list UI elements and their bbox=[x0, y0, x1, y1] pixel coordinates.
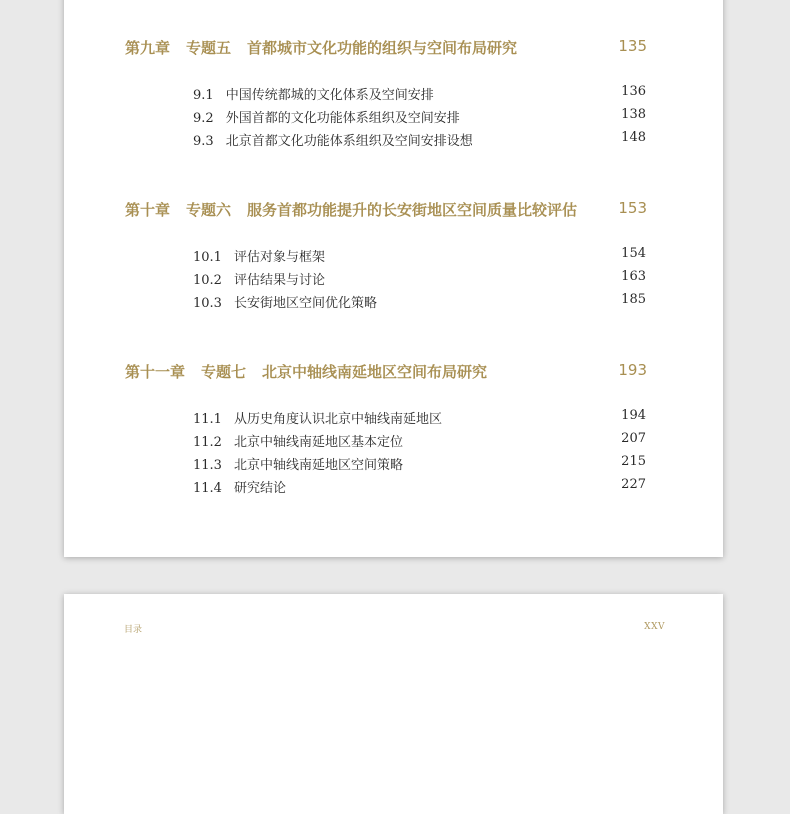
section-title: 北京中轴线南延地区基本定位 bbox=[233, 435, 403, 450]
section-number: 11.2 bbox=[193, 435, 222, 450]
chapter-title: 首都城市文化功能的组织与空间布局研究 bbox=[247, 39, 518, 57]
section-page-number: 227 bbox=[621, 477, 646, 492]
section-title: 长安街地区空间优化策略 bbox=[233, 296, 377, 311]
running-head: 目录 bbox=[124, 625, 143, 635]
section-number: 11.1 bbox=[193, 412, 222, 427]
chapter-number: 第十章 bbox=[125, 201, 171, 219]
chapter-topic: 专题五 bbox=[186, 39, 232, 57]
chapter-page-number: 135 bbox=[618, 37, 647, 55]
section-title: 评估结果与讨论 bbox=[233, 273, 325, 288]
chapter-heading-10[interactable] bbox=[125, 199, 647, 220]
section-number: 11.4 bbox=[193, 481, 222, 496]
page-folio: XXV bbox=[644, 622, 665, 632]
toc-entry[interactable] bbox=[193, 477, 646, 496]
chapter-title: 北京中轴线南延地区空间布局研究 bbox=[262, 363, 488, 381]
section-page-number: 163 bbox=[621, 269, 646, 284]
section-number: 9.3 bbox=[193, 134, 214, 149]
toc-entry[interactable] bbox=[193, 408, 646, 427]
section-number: 10.2 bbox=[193, 273, 222, 288]
section-title: 中国传统都城的文化体系及空间安排 bbox=[225, 88, 434, 103]
toc-entry[interactable] bbox=[193, 431, 646, 450]
section-number: 9.2 bbox=[193, 111, 214, 126]
chapter-topic: 专题七 bbox=[201, 363, 247, 381]
section-title: 研究结论 bbox=[233, 481, 286, 496]
chapter-heading-9[interactable] bbox=[125, 37, 647, 58]
section-page-number: 148 bbox=[621, 130, 646, 145]
toc-entry[interactable] bbox=[193, 84, 646, 103]
chapter-heading-11[interactable] bbox=[125, 361, 647, 382]
section-title: 北京首都文化功能体系组织及空间安排设想 bbox=[225, 134, 473, 149]
section-title: 北京中轴线南延地区空间策略 bbox=[233, 458, 403, 473]
toc-entry[interactable] bbox=[193, 292, 646, 311]
section-title: 评估对象与框架 bbox=[233, 250, 325, 265]
section-title: 从历史角度认识北京中轴线南延地区 bbox=[233, 412, 442, 427]
section-page-number: 136 bbox=[621, 84, 646, 99]
chapter-page-number: 153 bbox=[618, 199, 647, 217]
section-page-number: 207 bbox=[621, 431, 646, 446]
toc-page bbox=[64, 0, 723, 557]
toc-entry[interactable] bbox=[193, 454, 646, 473]
toc-entry[interactable] bbox=[193, 269, 646, 288]
section-page-number: 154 bbox=[621, 246, 646, 261]
toc-entry[interactable] bbox=[193, 246, 646, 265]
section-title: 外国首都的文化功能体系组织及空间安排 bbox=[225, 111, 460, 126]
section-number: 10.1 bbox=[193, 250, 222, 265]
section-number: 10.3 bbox=[193, 296, 222, 311]
section-number: 11.3 bbox=[193, 458, 222, 473]
next-page bbox=[64, 594, 723, 814]
toc-entry[interactable] bbox=[193, 130, 646, 149]
toc-entry[interactable] bbox=[193, 107, 646, 126]
section-page-number: 215 bbox=[621, 454, 646, 469]
chapter-title: 服务首都功能提升的长安街地区空间质量比较评估 bbox=[247, 201, 578, 219]
chapter-number: 第十一章 bbox=[125, 363, 186, 381]
chapter-topic: 专题六 bbox=[186, 201, 232, 219]
chapter-page-number: 193 bbox=[618, 361, 647, 379]
section-number: 9.1 bbox=[193, 88, 214, 103]
section-page-number: 185 bbox=[621, 292, 646, 307]
section-page-number: 194 bbox=[621, 408, 646, 423]
section-page-number: 138 bbox=[621, 107, 646, 122]
chapter-number: 第九章 bbox=[125, 39, 171, 57]
